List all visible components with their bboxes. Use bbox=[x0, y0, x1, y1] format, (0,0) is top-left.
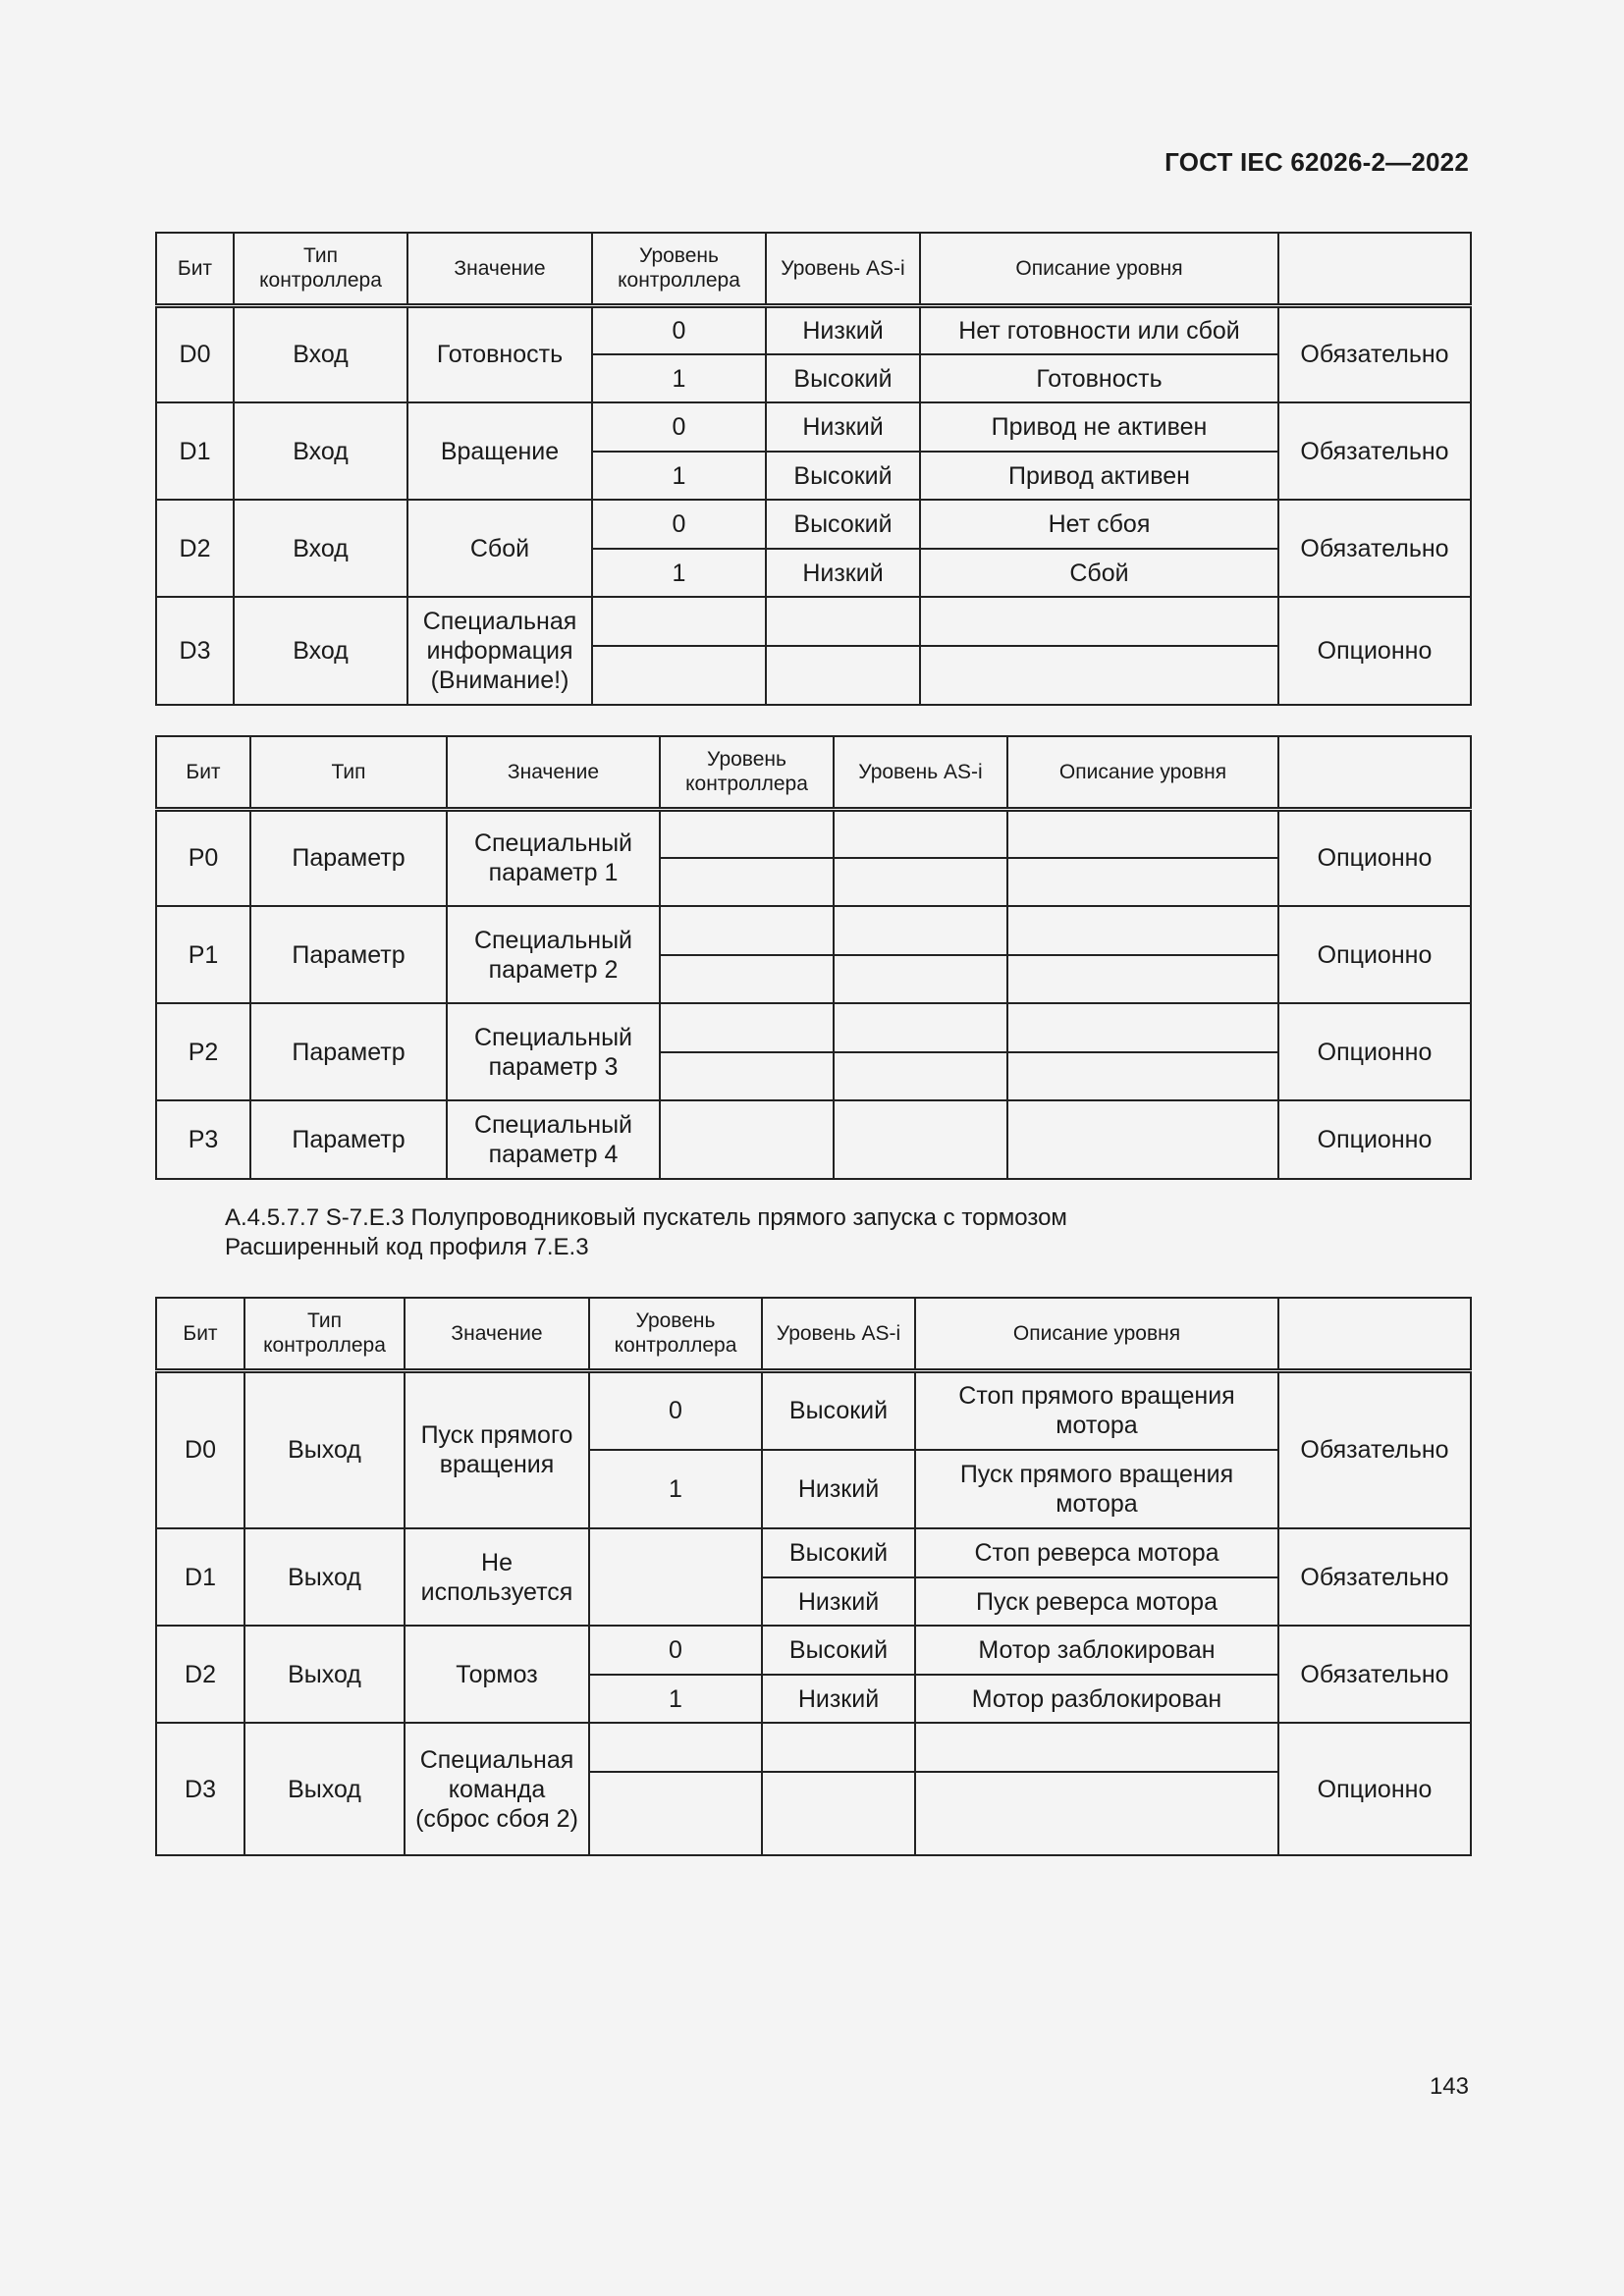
table-row bbox=[156, 1003, 1471, 1052]
cell-asi-level bbox=[834, 858, 1007, 906]
cell-bit: D2 bbox=[156, 500, 234, 597]
cell-bit: D0 bbox=[156, 305, 234, 402]
table-row bbox=[156, 402, 1471, 452]
cell-controller-level: 0 bbox=[592, 305, 766, 354]
cell-type: Параметр bbox=[250, 906, 447, 1003]
cell-asi-level: Высокий bbox=[766, 354, 920, 402]
header-bit: Бит bbox=[156, 233, 234, 305]
cell-controller-level: 1 bbox=[592, 549, 766, 597]
cell-level-description bbox=[1007, 809, 1278, 858]
cell-controller-level bbox=[660, 809, 834, 858]
cell-asi-level: Высокий bbox=[766, 452, 920, 500]
cell-type: Вход bbox=[234, 597, 407, 705]
cell-controller-level bbox=[660, 1052, 834, 1100]
cell-type: Параметр bbox=[250, 1100, 447, 1179]
cell-level-description bbox=[915, 1772, 1278, 1855]
cell-asi-level bbox=[834, 1052, 1007, 1100]
cell-level-description bbox=[915, 1723, 1278, 1772]
cell-type: Выход bbox=[244, 1370, 405, 1528]
document-header: ГОСТ IEC 62026-2—2022 bbox=[1164, 147, 1469, 177]
cell-meaning: Специальный параметр 3 bbox=[447, 1003, 660, 1100]
cell-level-description: Привод активен bbox=[920, 452, 1278, 500]
header-bit: Бит bbox=[156, 1298, 244, 1370]
cell-bit: D2 bbox=[156, 1626, 244, 1723]
cell-meaning: Специальный параметр 1 bbox=[447, 809, 660, 906]
cell-level-description: Нет готовности или сбой bbox=[920, 305, 1278, 354]
cell-asi-level bbox=[834, 809, 1007, 858]
profile-code: Расширенный код профиля 7.E.3 bbox=[225, 1234, 589, 1260]
cell-controller-level bbox=[592, 597, 766, 646]
cell-controller-level: 1 bbox=[589, 1675, 762, 1723]
cell-level-description: Сбой bbox=[920, 549, 1278, 597]
cell-requirement: Опционно bbox=[1278, 597, 1471, 705]
cell-level-description: Пуск прямого вращения мотора bbox=[915, 1450, 1278, 1528]
cell-controller-level: 0 bbox=[589, 1370, 762, 1450]
cell-level-description: Стоп реверса мотора bbox=[915, 1528, 1278, 1577]
header-controller-type: Тип контроллера bbox=[234, 233, 407, 305]
cell-level-description: Пуск реверса мотора bbox=[915, 1577, 1278, 1626]
cell-controller-level bbox=[589, 1772, 762, 1855]
cell-level-description bbox=[1007, 1100, 1278, 1179]
header-level-description: Описание уровня bbox=[920, 233, 1278, 305]
cell-bit: P3 bbox=[156, 1100, 250, 1179]
cell-meaning: Специальная команда (сброс сбоя 2) bbox=[405, 1723, 589, 1855]
cell-bit: D3 bbox=[156, 597, 234, 705]
cell-bit: D1 bbox=[156, 402, 234, 500]
cell-type: Вход bbox=[234, 305, 407, 402]
table-row bbox=[156, 1626, 1471, 1675]
header-controller-level: Уровень контроллера bbox=[592, 233, 766, 305]
cell-requirement: Обязательно bbox=[1278, 500, 1471, 597]
cell-requirement: Опционно bbox=[1278, 1003, 1471, 1100]
table-header-row bbox=[156, 736, 1471, 809]
cell-asi-level bbox=[834, 906, 1007, 955]
cell-type: Выход bbox=[244, 1723, 405, 1855]
table-row bbox=[156, 1723, 1471, 1772]
cell-controller-level: 1 bbox=[589, 1450, 762, 1528]
table-row bbox=[156, 809, 1471, 858]
cell-requirement: Обязательно bbox=[1278, 1528, 1471, 1626]
cell-meaning: Пуск прямого вращения bbox=[405, 1370, 589, 1528]
cell-bit: P0 bbox=[156, 809, 250, 906]
table-header-row bbox=[156, 233, 1471, 305]
cell-controller-level bbox=[589, 1723, 762, 1772]
cell-requirement: Опционно bbox=[1278, 1723, 1471, 1855]
cell-controller-level: 0 bbox=[592, 402, 766, 452]
cell-asi-level bbox=[766, 597, 920, 646]
cell-level-description: Нет сбоя bbox=[920, 500, 1278, 549]
table-row bbox=[156, 1100, 1471, 1179]
table-parameters bbox=[155, 735, 1472, 1180]
cell-level-description bbox=[920, 646, 1278, 705]
cell-bit: D0 bbox=[156, 1370, 244, 1528]
table-row bbox=[156, 597, 1471, 646]
cell-meaning: Тормоз bbox=[405, 1626, 589, 1723]
cell-bit: D1 bbox=[156, 1528, 244, 1626]
cell-controller-level bbox=[660, 1003, 834, 1052]
table-header-row bbox=[156, 1298, 1471, 1370]
cell-type: Параметр bbox=[250, 1003, 447, 1100]
cell-asi-level bbox=[834, 1100, 1007, 1179]
cell-requirement: Обязательно bbox=[1278, 402, 1471, 500]
cell-type: Выход bbox=[244, 1528, 405, 1626]
header-meaning: Значение bbox=[405, 1298, 589, 1370]
header-level-description: Описание уровня bbox=[1007, 736, 1278, 809]
cell-requirement: Опционно bbox=[1278, 906, 1471, 1003]
cell-level-description: Привод не активен bbox=[920, 402, 1278, 452]
table-row bbox=[156, 1370, 1471, 1450]
cell-level-description bbox=[920, 597, 1278, 646]
cell-requirement: Опционно bbox=[1278, 1100, 1471, 1179]
cell-asi-level: Низкий bbox=[766, 549, 920, 597]
table-row bbox=[156, 305, 1471, 354]
cell-asi-level: Низкий bbox=[766, 402, 920, 452]
cell-asi-level bbox=[834, 955, 1007, 1003]
cell-controller-level bbox=[660, 955, 834, 1003]
cell-asi-level bbox=[766, 646, 920, 705]
page-number: 143 bbox=[1429, 2073, 1469, 2100]
cell-level-description: Стоп прямого вращения мотора bbox=[915, 1370, 1278, 1450]
header-controller-type: Тип контроллера bbox=[244, 1298, 405, 1370]
table-controller-outputs bbox=[155, 1297, 1472, 1856]
cell-type: Вход bbox=[234, 402, 407, 500]
header-bit: Бит bbox=[156, 736, 250, 809]
cell-controller-level bbox=[660, 1100, 834, 1179]
header-meaning: Значение bbox=[447, 736, 660, 809]
cell-asi-level: Низкий bbox=[766, 305, 920, 354]
table-controller-inputs bbox=[155, 232, 1472, 706]
cell-asi-level: Низкий bbox=[762, 1450, 915, 1528]
cell-level-description bbox=[1007, 1052, 1278, 1100]
cell-asi-level: Высокий bbox=[762, 1370, 915, 1450]
cell-asi-level bbox=[762, 1772, 915, 1855]
cell-meaning: Готовность bbox=[407, 305, 592, 402]
cell-meaning: Специальный параметр 4 bbox=[447, 1100, 660, 1179]
header-requirement bbox=[1278, 1298, 1471, 1370]
cell-controller-level: 0 bbox=[589, 1626, 762, 1675]
header-type: Тип bbox=[250, 736, 447, 809]
section-caption bbox=[225, 1203, 1067, 1262]
header-asi-level: Уровень AS-i bbox=[762, 1298, 915, 1370]
cell-type: Параметр bbox=[250, 809, 447, 906]
table-row bbox=[156, 1528, 1471, 1577]
cell-controller-level: 1 bbox=[592, 354, 766, 402]
cell-bit: P1 bbox=[156, 906, 250, 1003]
cell-requirement: Опционно bbox=[1278, 809, 1471, 906]
header-requirement bbox=[1278, 233, 1471, 305]
cell-meaning: Специальный параметр 2 bbox=[447, 906, 660, 1003]
cell-asi-level: Высокий bbox=[762, 1626, 915, 1675]
cell-asi-level bbox=[834, 1003, 1007, 1052]
cell-controller-level bbox=[660, 906, 834, 955]
table-row bbox=[156, 500, 1471, 549]
header-asi-level: Уровень AS-i bbox=[766, 233, 920, 305]
header-requirement bbox=[1278, 736, 1471, 809]
cell-requirement: Обязательно bbox=[1278, 305, 1471, 402]
cell-requirement: Обязательно bbox=[1278, 1370, 1471, 1528]
header-meaning: Значение bbox=[407, 233, 592, 305]
cell-meaning: Не используется bbox=[405, 1528, 589, 1626]
header-controller-level: Уровень контроллера bbox=[660, 736, 834, 809]
cell-controller-level bbox=[592, 646, 766, 705]
header-controller-level: Уровень контроллера bbox=[589, 1298, 762, 1370]
cell-level-description bbox=[1007, 1003, 1278, 1052]
cell-level-description: Мотор заблокирован bbox=[915, 1626, 1278, 1675]
cell-requirement: Обязательно bbox=[1278, 1626, 1471, 1723]
cell-asi-level: Высокий bbox=[762, 1528, 915, 1577]
section-title: А.4.5.7.7 S-7.E.3 Полупроводниковый пускатель прямого запуска с тормозом bbox=[225, 1204, 1067, 1231]
header-level-description: Описание уровня bbox=[915, 1298, 1278, 1370]
cell-controller-level bbox=[589, 1528, 762, 1626]
cell-level-description: Мотор разблокирован bbox=[915, 1675, 1278, 1723]
table-row bbox=[156, 906, 1471, 955]
cell-asi-level bbox=[762, 1723, 915, 1772]
cell-type: Вход bbox=[234, 500, 407, 597]
cell-meaning: Специальная информация (Внимание!) bbox=[407, 597, 592, 705]
cell-level-description: Готовность bbox=[920, 354, 1278, 402]
cell-level-description bbox=[1007, 906, 1278, 955]
cell-controller-level: 0 bbox=[592, 500, 766, 549]
cell-level-description bbox=[1007, 858, 1278, 906]
cell-level-description bbox=[1007, 955, 1278, 1003]
cell-bit: D3 bbox=[156, 1723, 244, 1855]
cell-meaning: Вращение bbox=[407, 402, 592, 500]
cell-controller-level: 1 bbox=[592, 452, 766, 500]
cell-asi-level: Низкий bbox=[762, 1577, 915, 1626]
cell-controller-level bbox=[660, 858, 834, 906]
cell-asi-level: Высокий bbox=[766, 500, 920, 549]
cell-type: Выход bbox=[244, 1626, 405, 1723]
cell-asi-level: Низкий bbox=[762, 1675, 915, 1723]
cell-bit: P2 bbox=[156, 1003, 250, 1100]
header-asi-level: Уровень AS-i bbox=[834, 736, 1007, 809]
cell-meaning: Сбой bbox=[407, 500, 592, 597]
